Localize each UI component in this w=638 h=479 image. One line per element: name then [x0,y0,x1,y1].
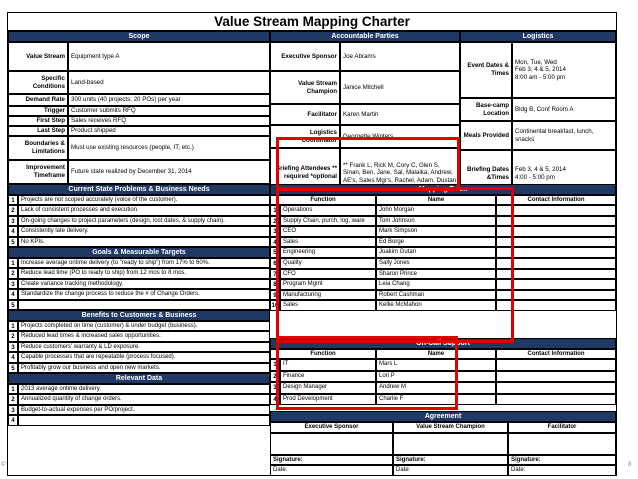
name-col-header: Name [376,195,496,205]
function-col-header: Function [270,349,376,359]
row-number: 1 [270,359,280,371]
row-number: 3 [8,405,18,415]
scope-value: Sales receives RFQ [68,116,270,126]
row-number: 4 [8,226,18,236]
scope-value: Land-based [68,71,270,94]
scope-label: Improvement Timeframe [8,160,68,184]
oncall-name: Andrew M [376,382,496,394]
scope-label: Boundaries & Limitations [8,136,68,160]
row-number: 2 [8,205,18,215]
signature-line: Signature: [270,455,393,465]
party-value: Janice Mitchell [340,71,460,104]
scope-label: Trigger [8,106,68,116]
scope-value: Customer submits RFQ [68,106,270,116]
signature-line: Signature: [508,455,616,465]
team-function: Engineering [280,247,376,258]
row-number: 3 [8,216,18,226]
relevant-header: Relevant Data [8,373,270,384]
oncall-name: Charlie F [376,394,496,406]
team-contact [496,279,616,290]
footer-right: 8 [628,462,632,468]
row-number: 8 [270,279,280,290]
team-name: Leia Chang [376,279,496,290]
row-number: 9 [270,290,280,301]
oncall-function: Design Manager [280,382,376,394]
parties-header: Accountable Parties [270,31,460,42]
signature-line: Signature: [393,455,508,465]
current_state-item: Lack of consistent processes and execution. [18,205,270,215]
party-value: Karen Martin [340,104,460,125]
oncall-function: Finance [280,371,376,383]
scope-label: First Step [8,116,68,126]
logistics-label: Event Dates & Times [460,42,512,98]
party-label: Executive Sponsor [270,42,340,71]
row-number: 2 [270,216,280,227]
team-contact [496,290,616,301]
logistics-header: Logistics [460,31,616,42]
scope-label: Demand Rate [8,94,68,106]
team-name: John Morgan [376,205,496,216]
party-value: Georgette Winters [340,125,460,148]
row-number: 3 [8,279,18,289]
team-contact [496,216,616,227]
row-number: 7 [270,269,280,280]
relevant-item: Annualized quantity of change orders. [18,394,270,404]
row-number: 4 [8,289,18,299]
team-contact [496,300,616,311]
team-function: Program Mgmt [280,279,376,290]
goals-item: Increase average ontime delivery (to "ready to ship") from 17% to 60%. [18,258,270,268]
oncall-function: IT [280,359,376,371]
scope-value: Product shipped [68,126,270,136]
team-name: Sharon Prince [376,269,496,280]
benefits-item: Reduce customers' warranty & LD exposure. [18,342,270,352]
oncall-name: Lori P [376,371,496,383]
row-number: 3 [270,226,280,237]
date-line: Date: [508,465,616,476]
row-number: 4 [8,415,18,425]
row-number: 2 [8,394,18,404]
team-function: CEO [280,226,376,237]
relevant-item: Budget-to-actual expenses per PO/project. [18,405,270,415]
charter-sheet [7,12,617,476]
current_state-item: No KPIs. [18,237,270,247]
row-number: 1 [8,258,18,268]
team-contact [496,258,616,269]
row-number: 1 [8,195,18,205]
goals-item [18,300,270,310]
logistics-value: Mon, Tue, Wed Feb 3, 4 & 5, 2014 8:00 am - 5:00 pm [512,42,616,98]
team-name: Ed Borge [376,237,496,248]
team-function: Sales [280,237,376,248]
current_state-header: Current State Problems & Business Needs [8,184,270,195]
scope-value: Must use existing resources (people, IT, etc.) [68,136,270,160]
relevant-item: 2013 average ontime delivery. [18,384,270,394]
name-col-header: Name [376,349,496,359]
row-number: 5 [270,247,280,258]
row-number: 10 [271,302,279,310]
scope-label: Last Step [8,126,68,136]
agreement-col-header: Facilitator [508,422,616,433]
team-name: Mark Simpson [376,226,496,237]
goals-header: Goals & Measurable Targets [8,247,270,258]
agreement-box [508,433,616,455]
team-function: Manufacturing [280,290,376,301]
footer-left: © [1,462,6,468]
scope-value: Future state realized by December 31, 2014 [68,160,270,184]
team-name: Kellie McMahon [376,300,496,311]
agreement-box [270,433,393,455]
row-number: 5 [8,300,18,310]
party-value: Joe Abrams [340,42,460,71]
party-label: Facilitator [270,104,340,125]
party-label: Value Stream Champion [270,71,340,104]
goals-item: Create variance tracking methodology. [18,279,270,289]
row-number: 3 [8,342,18,352]
team-function: Sales [280,300,376,311]
on-call-header: On-Call Support [270,338,616,349]
scope-value: 300 units (40 projects; 20 POs) per year [68,94,270,106]
row-number: 6 [270,258,280,269]
team-function: Operations [280,205,376,216]
goals-item: Reduce lead time (PO to ready to ship) from 12 mos to 8 mos. [18,268,270,278]
oncall-contact [496,371,616,383]
logistics-label: Briefing Dates &Times [460,150,512,198]
benefits-item: Reduced lead times & increased sales opportunities. [18,331,270,341]
oncall-contact [496,359,616,371]
logistics-value: Continental breakfast, lunch, snacks [512,121,616,150]
row-number: 2 [8,268,18,278]
row-number: 2 [8,331,18,341]
agreement-col-header: Executive Sponsor [270,422,393,433]
benefits-header: Benefits to Customers & Business [8,310,270,321]
party-label: Briefing Attendees ** required *optional [270,148,340,198]
team-contact [496,205,616,216]
logistics-label: Base-camp Location [460,98,512,121]
benefits-item: Projects completed on time (customer) & under budget (business). [18,321,270,331]
current_state-item: Projects are not scoped accurately (voice of the customer). [18,195,270,205]
date-line: Date: [270,465,393,476]
row-number: 4 [8,352,18,362]
row-number: 2 [270,371,280,383]
row-number: 4 [270,394,280,406]
team-function: Supply Chain, purch, log, ware [280,216,376,227]
agreement-col-header: Value Stream Champion [393,422,508,433]
party-value: ** Frank L, Rick M, Cory C, Glen S, Sinan, Ben, Jane, Sal, Malaika, Andrew, AE's, Sales Mgr's, Rachel, Adam, Dustan [340,148,460,198]
current_state-item: Consistently late delivery. [18,226,270,236]
team-contact [496,269,616,280]
team-contact [496,226,616,237]
page-title: Value Stream Mapping Charter [8,13,616,31]
row-number: 1 [8,384,18,394]
date-line: Date: [393,465,508,476]
team-function: Quality [280,258,376,269]
team-function: CFO [280,269,376,280]
party-label: Logistics Coordinator [270,125,340,148]
current_state-item: On-going changes to project parameters (design, lost dates, & supply chain). [18,216,270,226]
row-number: 5 [8,237,18,247]
row-number: 5 [8,363,18,373]
row-number: 3 [270,382,280,394]
oncall-contact [496,394,616,406]
logistics-label: Meals Provided [460,121,512,150]
contact-col-header: Contact Information [496,349,616,359]
benefits-item: Profitably grow our business and open new markets. [18,363,270,373]
row-number: 4 [270,237,280,248]
team-name: Sally Jones [376,258,496,269]
scope-label: Specific Conditions [8,71,68,94]
team-name: Tom Johnson [376,216,496,227]
row-number: 1 [8,321,18,331]
row-number: 1 [270,205,280,216]
team-contact [496,237,616,248]
scope-value: Equipment type A [68,42,270,71]
benefits-item: Capable processes that are repeatable (process focused). [18,352,270,362]
team-name: Robert Cashman [376,290,496,301]
mapping-team-header: Mapping Team [270,184,616,195]
oncall-contact [496,382,616,394]
relevant-item [18,415,270,425]
scope-label: Value Stream [8,42,68,71]
contact-col-header: Contact Information [496,195,616,205]
function-col-header: Function [270,195,376,205]
oncall-name: Mars L [376,359,496,371]
agreement-box [393,433,508,455]
logistics-value: Feb 3, 4 & 5, 2014 4:00 - 5:00 pm [512,150,616,198]
oncall-function: Prod Development [280,394,376,406]
scope-header: Scope [8,31,270,42]
team-contact [496,247,616,258]
logistics-value: Bldg B, Conf Room A [512,98,616,121]
team-name: Joakim Gutan [376,247,496,258]
agreement-header: Agreement [270,411,616,422]
goals-item: Standardize the change process to reduce the # of Change Orders. [18,289,270,299]
